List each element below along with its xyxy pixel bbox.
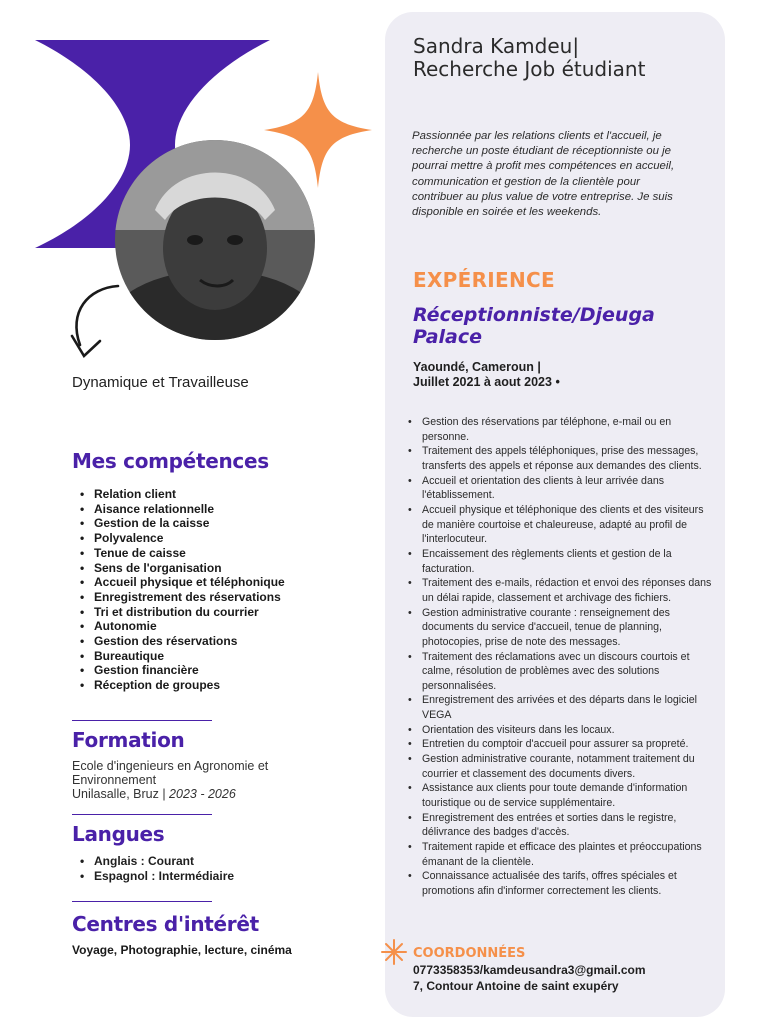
list-item: • Sens de l'organisation: [72, 561, 285, 576]
contact-phone-email: 0773358353/kamdeusandra3@gmail.com: [413, 963, 646, 977]
list-item: • Connaissance actualisée des tarifs, offres spéciales et promotions afin d'informer correctement les clients.: [400, 869, 715, 898]
job-location: Yaoundé, Cameroun |: [413, 360, 541, 374]
job-title: Réceptionniste/Djeuga Palace: [413, 304, 655, 348]
list-item: • Accueil physique et téléphonique des clients et des visiteurs de manière courtoise et chaleureuse, adapté au profil de l'interlocuteur.: [400, 503, 715, 547]
list-item: • Orientation des visiteurs dans les locaux.: [400, 723, 715, 738]
education-place: Unilasalle, Bruz |: [72, 787, 166, 801]
job-meta: [413, 360, 560, 390]
small-orange-star-icon: [380, 938, 408, 966]
profile-summary: Passionnée par les relations clients et l'accueil, je recherche un poste étudiant de réceptionniste ou je pourrai mettre à profit mes compétences en accueil, communication et gestion de la clientèle pour contribuer au plus value de votre entreprise. Je suis disponible en soirée et les weekends.: [412, 130, 675, 219]
list-item: • Enregistrement des entrées et sorties dans le registre, délivrance des badges d'accès.: [400, 811, 715, 840]
list-item: • Enregistrement des arrivées et des départs dans le logiciel VEGA: [400, 693, 715, 722]
tagline: Dynamique et Travailleuse: [72, 374, 249, 391]
skills-title: Mes compétences: [72, 449, 269, 473]
divider: [72, 814, 212, 815]
list-item: • Traitement des e-mails, rédaction et envoi des réponses dans un délai rapide, classement et archivage des fichiers.: [400, 576, 715, 605]
experience-title: EXPÉRIENCE: [413, 268, 555, 292]
curved-arrow-icon: [72, 286, 118, 356]
skills-list: [72, 487, 285, 693]
list-item: • Bureautique: [72, 649, 285, 664]
header-name: [413, 35, 713, 81]
list-item: • Anglais : Courant: [72, 854, 234, 869]
list-item: • Traitement des réclamations avec un discours courtois et calme, résolution de problèmes avec des solutions personnalisées.: [400, 650, 715, 694]
contact-title: COORDONNÉES: [413, 946, 526, 961]
list-item: • Gestion financière: [72, 663, 285, 678]
list-item: • Assistance aux clients pour toute demande d'information touristique ou de service supplémentaire.: [400, 781, 715, 810]
languages-title: Langues: [72, 822, 165, 846]
education-dates: 2023 - 2026: [169, 787, 236, 801]
job-tasks-list: [400, 415, 715, 899]
interests-text: Voyage, Photographie, lecture, cinéma: [72, 943, 292, 957]
profile-photo: [115, 140, 315, 340]
list-item: • Gestion administrative courante, notamment traitement du courrier et classement des documents divers.: [400, 752, 715, 781]
education-title: Formation: [72, 728, 185, 752]
list-item: • Tenue de caisse: [72, 546, 285, 561]
list-item: • Gestion de la caisse: [72, 516, 285, 531]
role-line: Recherche Job étudiant: [413, 57, 646, 81]
list-item: • Entretien du comptoir d'accueil pour assurer sa propreté.: [400, 737, 715, 752]
contact-address: 7, Contour Antoine de saint exupéry: [413, 979, 619, 993]
list-item: • Accueil et orientation des clients à leur arrivée dans l'établissement.: [400, 474, 715, 503]
list-item: • Gestion des réservations par téléphone, e-mail ou en personne.: [400, 415, 715, 444]
education-school: Ecole d'ingenieurs en Agronomie et Environnement: [72, 759, 269, 787]
list-item: • Encaissement des règlements clients et gestion de la facturation.: [400, 547, 715, 576]
languages-list: [72, 854, 234, 884]
list-item: • Aisance relationnelle: [72, 502, 285, 517]
list-item: • Gestion des réservations: [72, 634, 285, 649]
divider: [72, 720, 212, 721]
list-item: • Relation client: [72, 487, 285, 502]
list-item: • Gestion administrative courante : renseignement des documents du service d'accueil, tenue de planning, photocopies, prise de note des messages.: [400, 606, 715, 650]
list-item: • Enregistrement des réservations: [72, 590, 285, 605]
job-period: Juillet 2021 à aout 2023 •: [413, 375, 560, 389]
list-item: • Espagnol : Intermédiaire: [72, 869, 234, 884]
divider: [72, 901, 212, 902]
education-details: [72, 759, 312, 801]
name-line: Sandra Kamdeu|: [413, 34, 580, 58]
list-item: • Tri et distribution du courrier: [72, 605, 285, 620]
list-item: • Polyvalence: [72, 531, 285, 546]
list-item: • Traitement des appels téléphoniques, prise des messages, transferts des appels et réponse aux demandes des clients.: [400, 444, 715, 473]
list-item: • Autonomie: [72, 619, 285, 634]
education-place-line: [72, 787, 312, 801]
list-item: • Traitement rapide et efficace des plaintes et préoccupations émanant de la clientèle.: [400, 840, 715, 869]
list-item: • Accueil physique et téléphonique: [72, 575, 285, 590]
interests-title: Centres d'intérêt: [72, 912, 259, 936]
list-item: • Réception de groupes: [72, 678, 285, 693]
